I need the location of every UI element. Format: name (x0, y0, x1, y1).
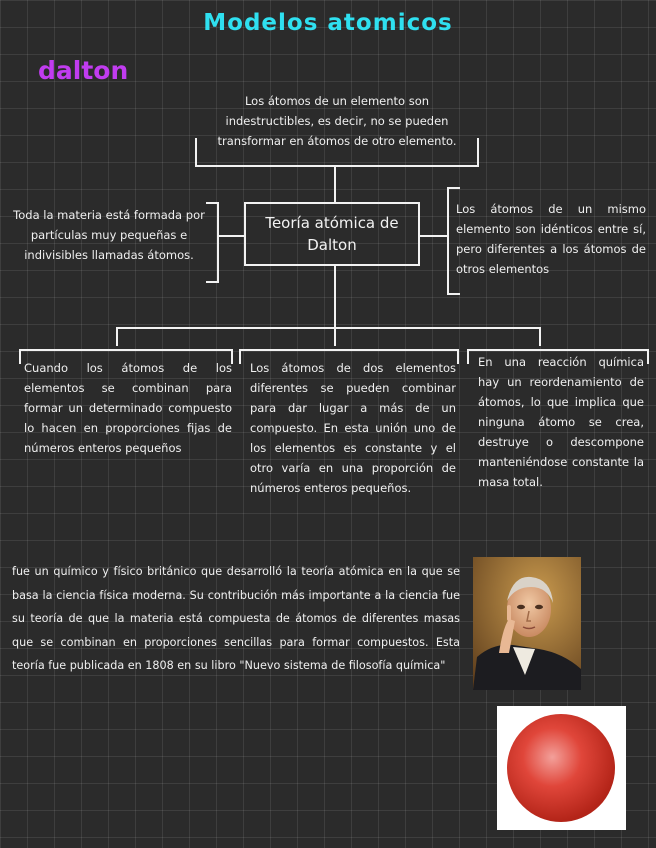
central-box (244, 202, 420, 266)
bottom-box-1-text: Cuando los átomos de los elementos se combinan para formar un determinado compuesto lo hacen en proporciones fijas de números enteros pequeños (24, 361, 232, 455)
bottom-box-3-text: En una reacción química hay un reordenamiento de átomos, lo que implica que ninguna átomo se crea, destruye o descompone manteniéndose constante la masa total. (478, 355, 644, 489)
atom-image-frame (497, 706, 626, 830)
atom-sphere-icon (497, 706, 626, 830)
branch-horizontal (117, 328, 540, 346)
left-box-text: Toda la materia está formada por partículas muy pequeñas e indivisibles llamadas átomos. (13, 208, 205, 262)
right-box-text: Los átomos de un mismo elemento son idénticos entre sí, pero diferentes a los átomos de otros elementos (456, 202, 646, 276)
section-title: dalton (38, 56, 129, 85)
page-title: Modelos atomicos (203, 10, 453, 36)
bottom-box-2-text: Los átomos de dos elementos diferentes se pueden combinar para dar lugar a más de un compuesto. En esta unión uno de los elementos es constante y el otro varía en una proporción de números enteros pequeños. (250, 361, 456, 495)
portrait-image (473, 557, 581, 690)
top-box-text: Los átomos de un elemento son indestructibles, es decir, no se pueden transformar en átomos de otro elemento. (217, 94, 457, 148)
biography-text: fue un químico y físico británico que desarrolló la teoría atómica en la que se basa la ciencia física moderna. Su contribución más importante a la ciencia fue su teoría de que la materia está compuesta de átomos de diferentes masas que se combinan en proporciones sencillas para formar compuestos. Esta teoría fue publicada en 1808 en su libro "Nuevo sistema de filosofía química" (12, 565, 460, 672)
central-box-text: Teoría atómica de Dalton (265, 214, 399, 254)
portrait-icon (473, 557, 581, 690)
